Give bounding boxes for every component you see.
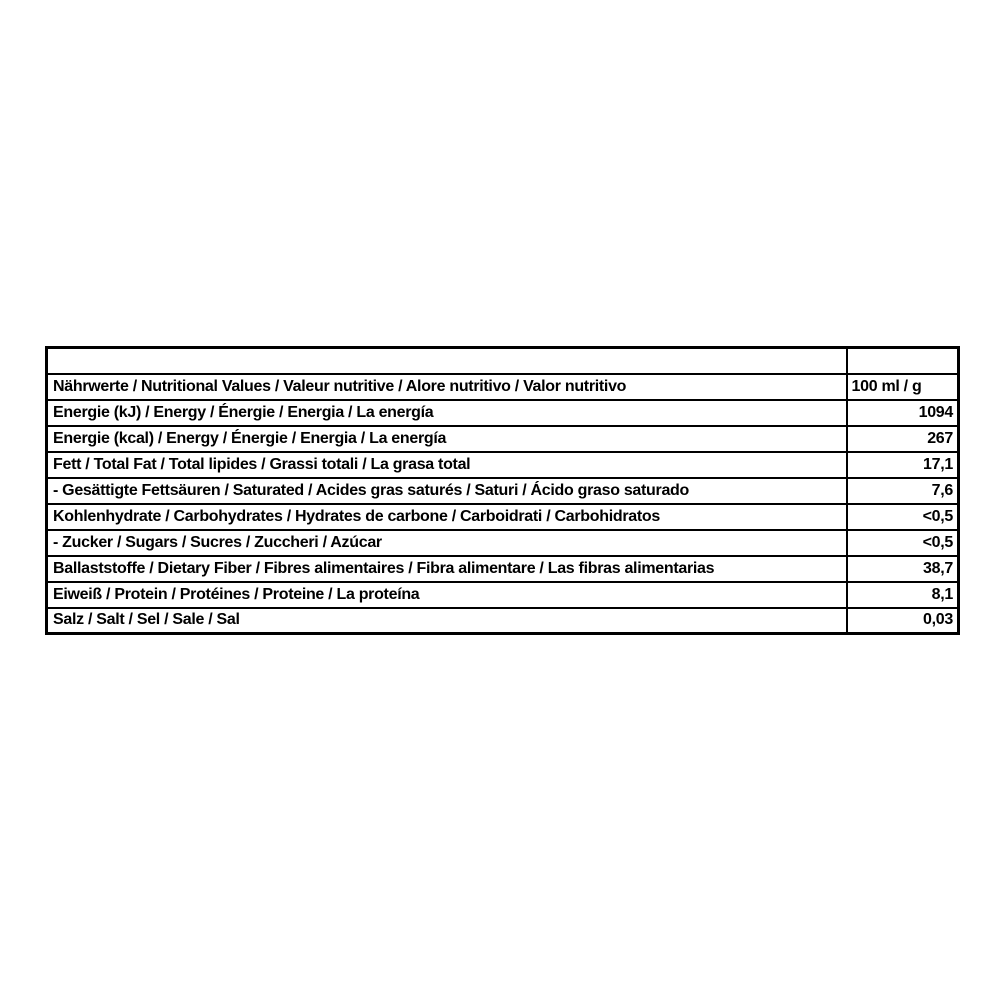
nutrient-value-cell: 1094 [847, 400, 959, 426]
table-row-energy-kcal [47, 426, 959, 452]
nutrient-label-cell: - Zucker / Sugars / Sucres / Zuccheri / Azúcar [47, 530, 847, 556]
nutrient-value-cell: 0,03 [847, 608, 959, 634]
nutrient-label-cell: Kohlenhydrate / Carbohydrates / Hydrates de carbone / Carboidrati / Carbohidratos [47, 504, 847, 530]
nutrient-label-cell: Energie (kcal) / Energy / Énergie / Energia / La energía [47, 426, 847, 452]
nutrient-label-cell: - Gesättigte Fettsäuren / Saturated / Acides gras saturés / Saturi / Ácido graso saturado [47, 478, 847, 504]
nutrient-value-cell: 38,7 [847, 556, 959, 582]
table-row-salt [47, 608, 959, 634]
header-unit-cell: 100 ml / g [847, 374, 959, 400]
nutrient-value-cell: 267 [847, 426, 959, 452]
table-row-protein [47, 582, 959, 608]
table-row-energy-kj [47, 400, 959, 426]
nutrient-label-cell: Salz / Salt / Sel / Sale / Sal [47, 608, 847, 634]
nutrient-label-cell: Ballaststoffe / Dietary Fiber / Fibres alimentaires / Fibra alimentare / Las fibras alimentarias [47, 556, 847, 582]
nutrient-label-cell: Fett / Total Fat / Total lipides / Grassi totali / La grasa total [47, 452, 847, 478]
table-row-saturated-fat [47, 478, 959, 504]
nutrition-facts-table [45, 346, 960, 635]
table-row-fat [47, 452, 959, 478]
table-row-header [47, 374, 959, 400]
nutrient-label-cell: Energie (kJ) / Energy / Énergie / Energia / La energía [47, 400, 847, 426]
header-label-cell: Nährwerte / Nutritional Values / Valeur nutritive / Alore nutritivo / Valor nutritivo [47, 374, 847, 400]
nutrient-value-cell: 7,6 [847, 478, 959, 504]
table-row-sugars [47, 530, 959, 556]
nutrient-label-cell: Eiweiß / Protein / Protéines / Proteine / La proteína [47, 582, 847, 608]
blank-label-cell [47, 348, 847, 374]
table-row-blank [47, 348, 959, 374]
nutrient-value-cell: <0,5 [847, 530, 959, 556]
table-row-carbohydrates [47, 504, 959, 530]
nutrient-value-cell: 8,1 [847, 582, 959, 608]
table-row-dietary-fiber [47, 556, 959, 582]
nutrient-value-cell: 17,1 [847, 452, 959, 478]
blank-value-cell [847, 348, 959, 374]
nutrient-value-cell: <0,5 [847, 504, 959, 530]
